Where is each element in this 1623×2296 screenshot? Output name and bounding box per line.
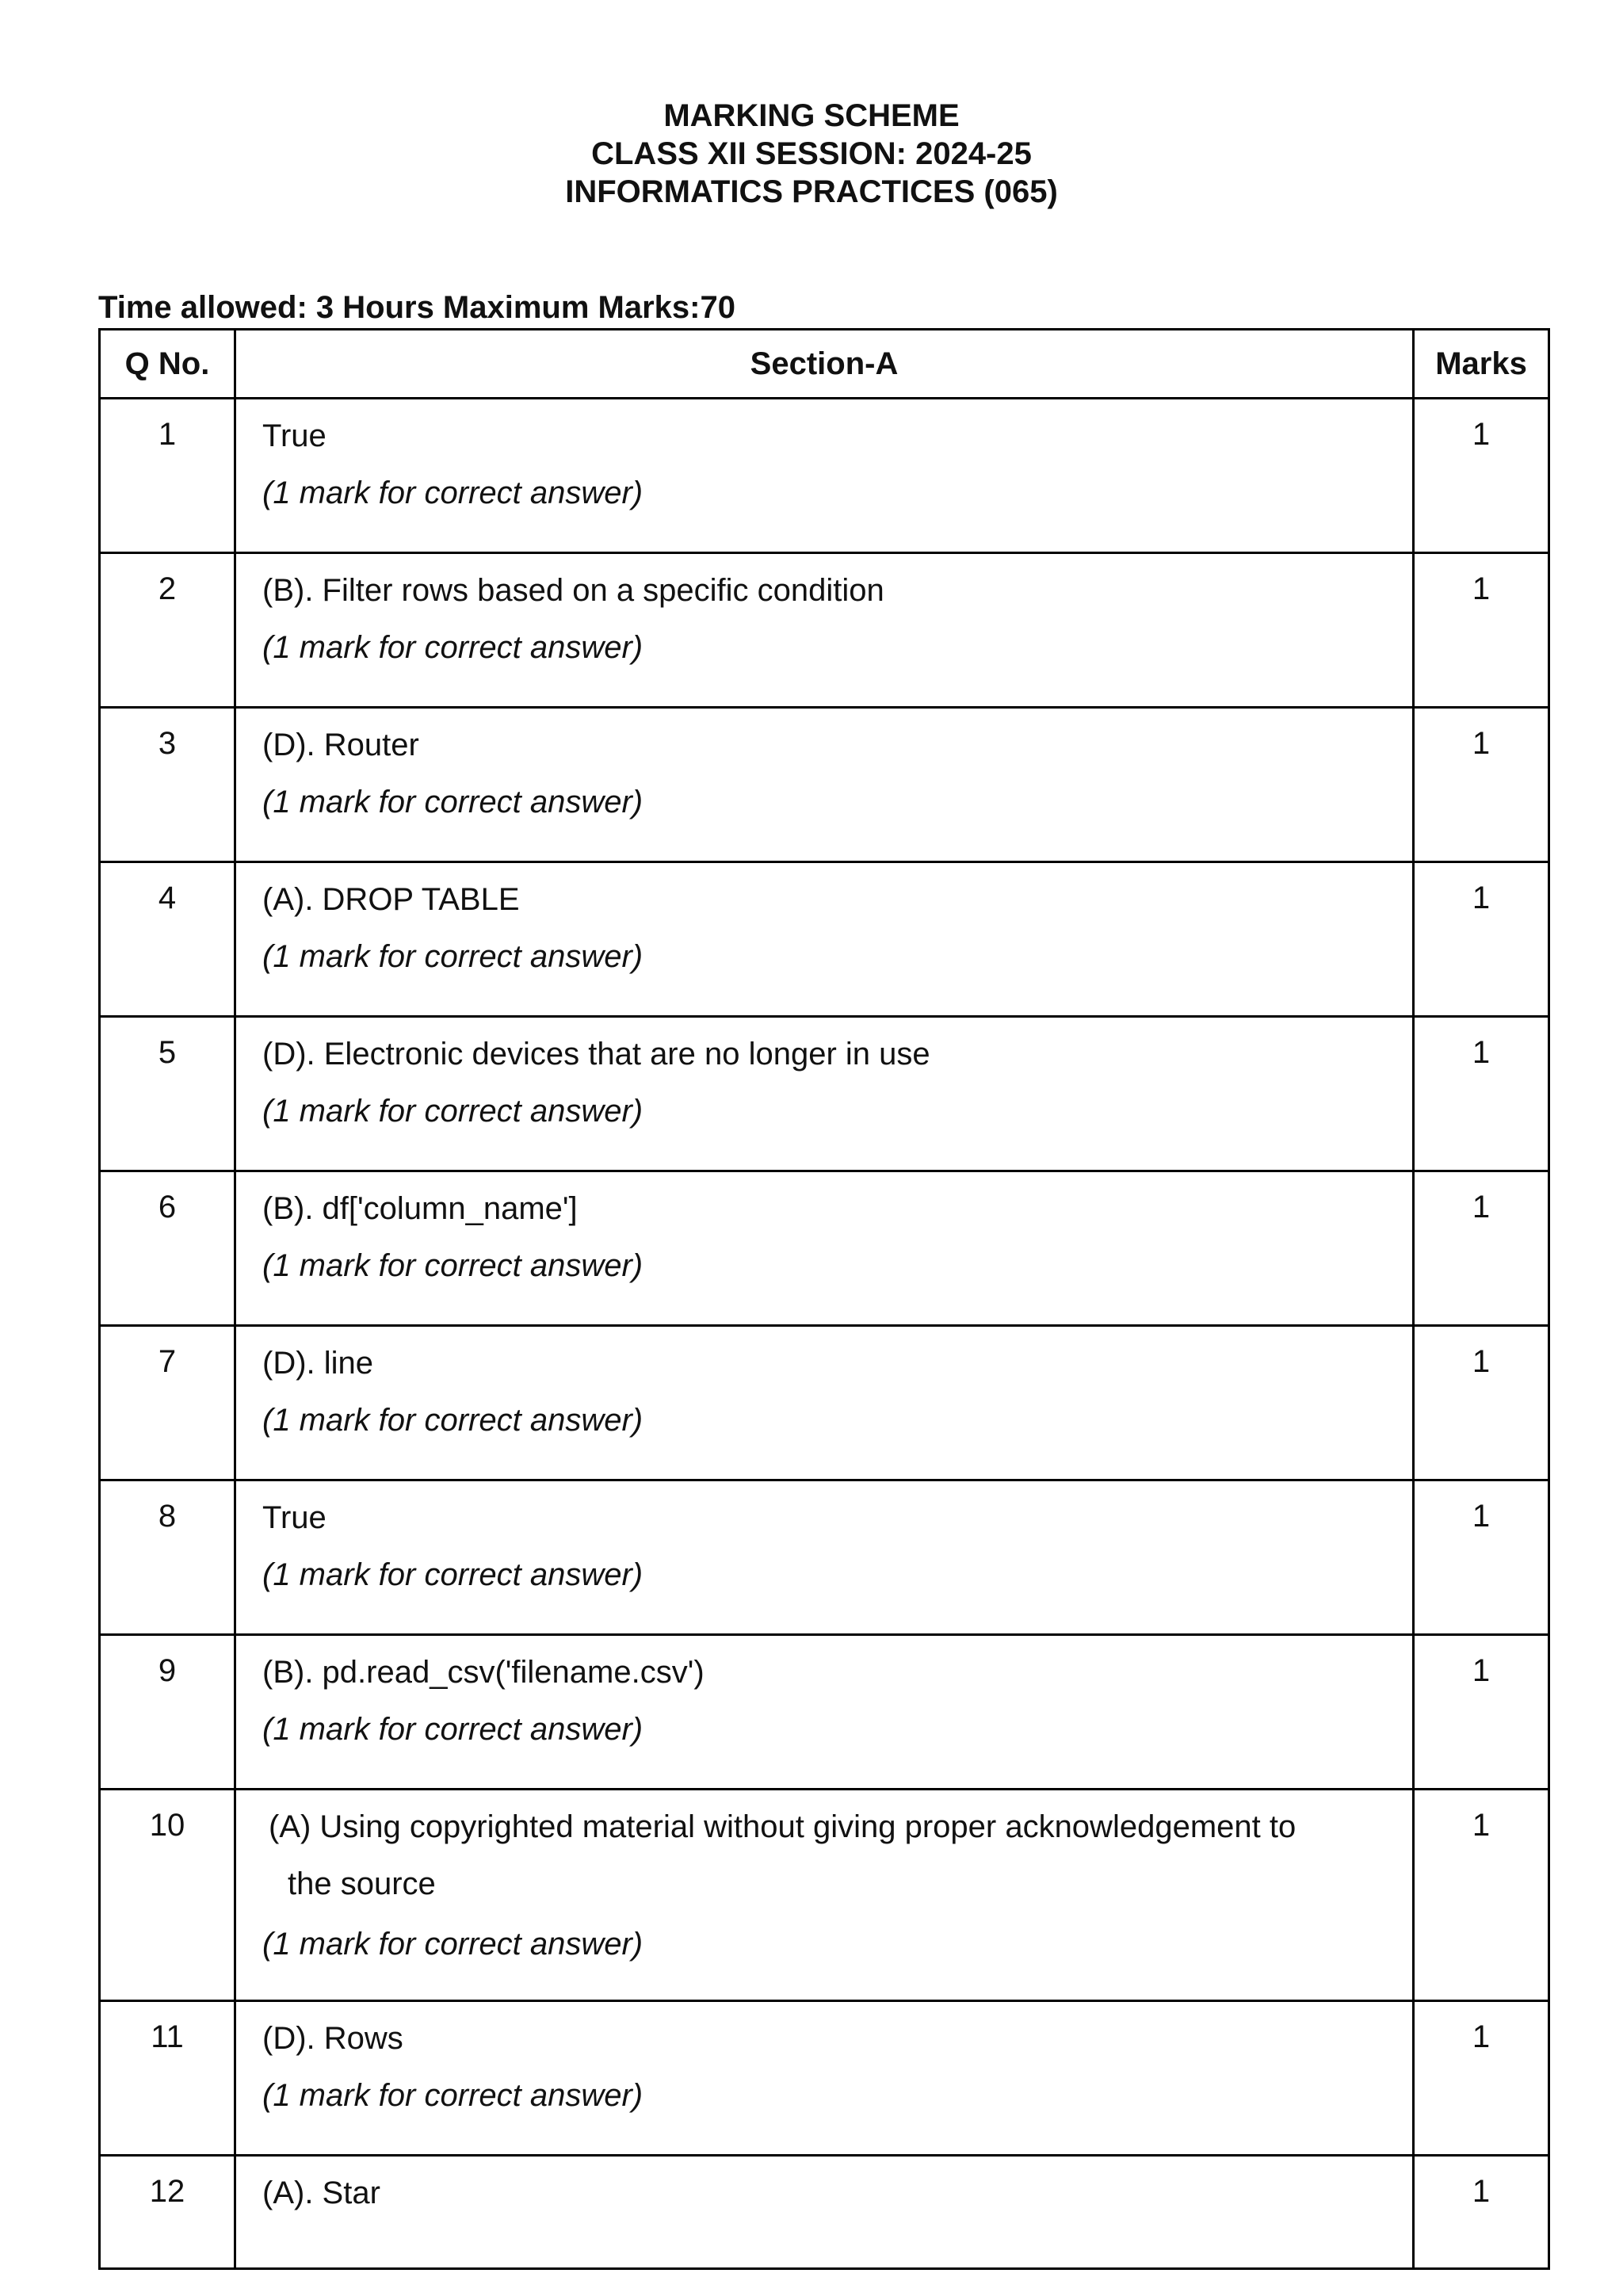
answer-cell [235, 1635, 1414, 1790]
marking-note: (1 mark for correct answer) [262, 1094, 643, 1129]
answer-text: (A). Star [262, 2176, 380, 2210]
time-and-marks: Time allowed: 3 Hours Maximum Marks:70 [98, 290, 735, 325]
marks-value: 1 [1414, 2001, 1549, 2156]
marks-value: 1 [1414, 399, 1549, 553]
marks-value: 1 [1414, 1480, 1549, 1635]
answer-line-2: the source [288, 1866, 436, 1901]
answer-cell [235, 1480, 1414, 1635]
answer-cell [235, 553, 1414, 708]
header-qno: Q No. [100, 330, 235, 399]
question-number: 2 [100, 553, 235, 708]
marks-value: 1 [1414, 1017, 1549, 1171]
marking-note: (1 mark for correct answer) [262, 785, 643, 819]
marking-note: (1 mark for correct answer) [262, 1927, 643, 1962]
answer-cell [235, 1017, 1414, 1171]
subject-title: INFORMATICS PRACTICES (065) [565, 174, 1058, 209]
answer-text: (B). pd.read_csv('filename.csv') [262, 1655, 705, 1690]
answer-text: (D). Rows [262, 2021, 403, 2056]
table-row [100, 1635, 1549, 1790]
header-section: Section-A [235, 330, 1414, 399]
marks-value: 1 [1414, 1171, 1549, 1326]
answer-line-1: (A) Using copyrighted material without giving proper acknowledgement to [269, 1809, 1296, 1844]
marks-value: 1 [1414, 708, 1549, 862]
table-row [100, 1326, 1549, 1480]
answer-text: (A). DROP TABLE [262, 882, 520, 917]
table-row [100, 2156, 1549, 2269]
question-number: 12 [100, 2156, 235, 2269]
question-number: 8 [100, 1480, 235, 1635]
marks-value: 1 [1414, 1326, 1549, 1480]
marking-scheme-table [98, 328, 1550, 2270]
answer-cell [235, 862, 1414, 1017]
marking-note: (1 mark for correct answer) [262, 630, 643, 665]
table-row [100, 862, 1549, 1017]
question-number: 4 [100, 862, 235, 1017]
marking-note: (1 mark for correct answer) [262, 1248, 643, 1283]
marking-note: (1 mark for correct answer) [262, 1403, 643, 1438]
question-number: 9 [100, 1635, 235, 1790]
question-number: 6 [100, 1171, 235, 1326]
marks-value: 1 [1414, 1790, 1549, 2001]
answer-text: (D). line [262, 1346, 374, 1381]
marking-note: (1 mark for correct answer) [262, 1557, 643, 1592]
table-row [100, 2001, 1549, 2156]
answer-cell [235, 2156, 1414, 2269]
answer-text: (B). df['column_name'] [262, 1191, 578, 1226]
marks-value: 1 [1414, 1635, 1549, 1790]
marking-note: (1 mark for correct answer) [262, 939, 643, 974]
table-row [100, 1480, 1549, 1635]
marks-value: 1 [1414, 2156, 1549, 2269]
answer-text: (B). Filter rows based on a specific condition [262, 573, 884, 608]
table-row [100, 399, 1549, 553]
marks-value: 1 [1414, 862, 1549, 1017]
class-session: CLASS XII SESSION: 2024-25 [591, 136, 1032, 171]
answer-cell [235, 1326, 1414, 1480]
answer-text: (D). Router [262, 728, 419, 762]
question-number: 7 [100, 1326, 235, 1480]
question-number: 11 [100, 2001, 235, 2156]
marking-note: (1 mark for correct answer) [262, 1712, 643, 1747]
document-title: MARKING SCHEME [663, 98, 960, 133]
table-row [100, 1790, 1549, 2001]
table-header-row [100, 330, 1549, 399]
answer-text [262, 1808, 1388, 1903]
table-row [100, 708, 1549, 862]
answer-text: True [262, 1500, 327, 1535]
answer-text: (D). Electronic devices that are no longer in use [262, 1037, 930, 1072]
answer-cell [235, 1790, 1414, 2001]
answer-cell [235, 399, 1414, 553]
header-marks: Marks [1414, 330, 1549, 399]
answer-text: True [262, 418, 327, 453]
marking-note: (1 mark for correct answer) [262, 476, 643, 510]
question-number: 10 [100, 1790, 235, 2001]
table-row [100, 553, 1549, 708]
answer-cell [235, 1171, 1414, 1326]
question-number: 5 [100, 1017, 235, 1171]
question-number: 1 [100, 399, 235, 553]
answer-cell [235, 708, 1414, 862]
marking-note: (1 mark for correct answer) [262, 2078, 643, 2113]
document-header [0, 97, 1623, 211]
table-row [100, 1171, 1549, 1326]
question-number: 3 [100, 708, 235, 862]
marks-value: 1 [1414, 553, 1549, 708]
table-row [100, 1017, 1549, 1171]
answer-cell [235, 2001, 1414, 2156]
